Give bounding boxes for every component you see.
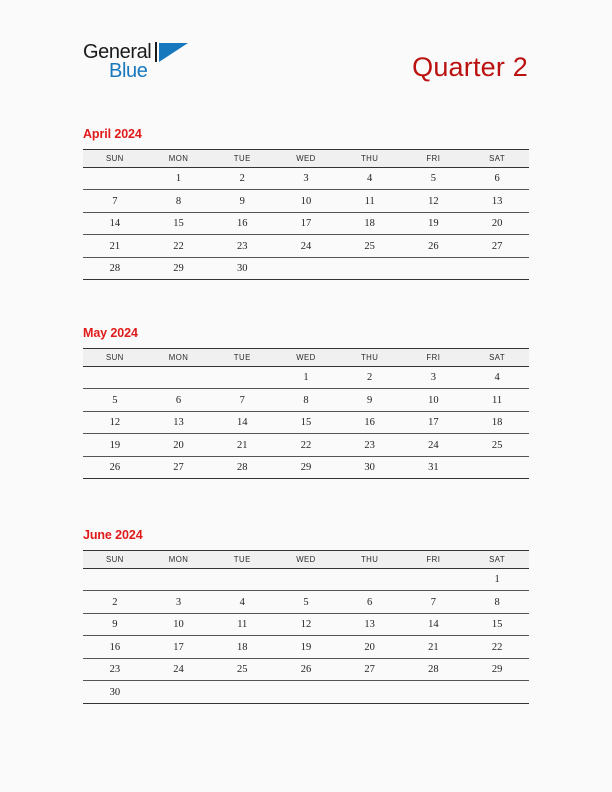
calendar-day-cell[interactable]: 6 bbox=[465, 167, 529, 190]
calendar-day-cell[interactable]: 9 bbox=[210, 190, 274, 213]
month-block-may bbox=[83, 327, 529, 479]
calendar-table bbox=[83, 348, 529, 480]
calendar-week-row bbox=[83, 389, 529, 412]
weekday-header-sat: SAT bbox=[465, 348, 529, 366]
calendar-week-row bbox=[83, 591, 529, 614]
calendar-day-cell[interactable]: 14 bbox=[210, 411, 274, 434]
weekday-header-tue: TUE bbox=[210, 348, 274, 366]
calendar-day-cell[interactable]: 29 bbox=[274, 456, 338, 479]
calendar-empty-cell bbox=[210, 366, 274, 389]
calendar-day-cell[interactable]: 8 bbox=[274, 389, 338, 412]
calendar-day-cell[interactable]: 25 bbox=[210, 658, 274, 681]
calendar-day-cell[interactable]: 18 bbox=[210, 636, 274, 659]
calendar-week-row bbox=[83, 411, 529, 434]
weekday-header-wed: WED bbox=[274, 149, 338, 167]
calendar-day-cell[interactable]: 5 bbox=[274, 591, 338, 614]
calendar-day-cell[interactable]: 10 bbox=[274, 190, 338, 213]
calendar-week-row bbox=[83, 366, 529, 389]
calendar-day-cell[interactable]: 26 bbox=[274, 658, 338, 681]
calendar-day-cell[interactable]: 1 bbox=[465, 568, 529, 591]
calendar-day-cell[interactable]: 1 bbox=[147, 167, 211, 190]
calendar-day-cell[interactable]: 5 bbox=[83, 389, 147, 412]
month-block-june bbox=[83, 529, 529, 704]
calendar-day-cell[interactable]: 4 bbox=[338, 167, 402, 190]
weekday-header-thu: THU bbox=[338, 550, 402, 568]
calendar-week-row bbox=[83, 568, 529, 591]
weekday-header-sun: SUN bbox=[83, 550, 147, 568]
calendar-day-cell[interactable]: 19 bbox=[83, 434, 147, 457]
calendar-day-cell[interactable]: 27 bbox=[465, 235, 529, 258]
weekday-header-mon: MON bbox=[147, 348, 211, 366]
calendar-day-cell[interactable]: 8 bbox=[465, 591, 529, 614]
calendar-day-cell[interactable]: 22 bbox=[147, 235, 211, 258]
calendar-day-cell[interactable]: 16 bbox=[210, 212, 274, 235]
calendar-day-cell[interactable]: 5 bbox=[402, 167, 466, 190]
calendar-empty-cell bbox=[465, 681, 529, 704]
weekday-header-sun: SUN bbox=[83, 149, 147, 167]
weekday-header-row bbox=[83, 348, 529, 366]
calendar-week-row bbox=[83, 257, 529, 280]
weekday-header-thu: THU bbox=[338, 348, 402, 366]
calendar-week-row bbox=[83, 456, 529, 479]
calendar-day-cell[interactable]: 16 bbox=[83, 636, 147, 659]
logo-text-blue: Blue bbox=[109, 60, 148, 82]
calendar-day-cell[interactable]: 22 bbox=[274, 434, 338, 457]
calendar-day-cell[interactable]: 25 bbox=[338, 235, 402, 258]
calendar-day-cell[interactable]: 11 bbox=[338, 190, 402, 213]
calendar-empty-cell bbox=[338, 568, 402, 591]
calendar-day-cell[interactable]: 12 bbox=[83, 411, 147, 434]
calendar-day-cell[interactable]: 30 bbox=[83, 681, 147, 704]
calendar-day-cell[interactable]: 30 bbox=[338, 456, 402, 479]
calendar-day-cell[interactable]: 15 bbox=[274, 411, 338, 434]
calendar-day-cell[interactable]: 20 bbox=[147, 434, 211, 457]
calendar-empty-cell bbox=[83, 366, 147, 389]
calendar-day-cell[interactable]: 29 bbox=[147, 257, 211, 280]
calendar-body bbox=[83, 366, 529, 479]
calendar-week-row bbox=[83, 681, 529, 704]
calendar-day-cell[interactable]: 10 bbox=[402, 389, 466, 412]
calendar-day-cell[interactable]: 24 bbox=[402, 434, 466, 457]
calendar-day-cell[interactable]: 10 bbox=[147, 613, 211, 636]
calendar-week-row bbox=[83, 613, 529, 636]
calendar-empty-cell bbox=[402, 568, 466, 591]
calendar-day-cell[interactable]: 17 bbox=[147, 636, 211, 659]
calendar-day-cell[interactable]: 6 bbox=[147, 389, 211, 412]
weekday-header-sat: SAT bbox=[465, 550, 529, 568]
calendar-empty-cell bbox=[274, 257, 338, 280]
calendar-day-cell[interactable]: 20 bbox=[465, 212, 529, 235]
calendar-day-cell[interactable]: 11 bbox=[465, 389, 529, 412]
calendar-day-cell[interactable]: 3 bbox=[402, 366, 466, 389]
calendar-day-cell[interactable]: 4 bbox=[210, 591, 274, 614]
calendar-empty-cell bbox=[402, 257, 466, 280]
calendar-empty-cell bbox=[274, 681, 338, 704]
calendar-day-cell[interactable]: 21 bbox=[83, 235, 147, 258]
calendar-empty-cell bbox=[210, 681, 274, 704]
month-title: April 2024 bbox=[83, 127, 142, 141]
calendar-week-row bbox=[83, 235, 529, 258]
calendar-week-row bbox=[83, 190, 529, 213]
calendar-day-cell[interactable]: 15 bbox=[147, 212, 211, 235]
calendar-day-cell[interactable]: 4 bbox=[465, 366, 529, 389]
calendar-day-cell[interactable]: 6 bbox=[338, 591, 402, 614]
calendar-day-cell[interactable]: 21 bbox=[402, 636, 466, 659]
weekday-header-mon: MON bbox=[147, 149, 211, 167]
weekday-header-wed: WED bbox=[274, 348, 338, 366]
calendar-day-cell[interactable]: 7 bbox=[402, 591, 466, 614]
calendar-day-cell[interactable]: 3 bbox=[274, 167, 338, 190]
calendar-day-cell[interactable]: 30 bbox=[210, 257, 274, 280]
calendar-day-cell[interactable]: 23 bbox=[83, 658, 147, 681]
calendar-day-cell[interactable]: 14 bbox=[402, 613, 466, 636]
calendar-week-row bbox=[83, 212, 529, 235]
calendar-day-cell[interactable]: 26 bbox=[83, 456, 147, 479]
calendar-day-cell[interactable]: 27 bbox=[147, 456, 211, 479]
calendar-day-cell[interactable]: 12 bbox=[274, 613, 338, 636]
calendar-day-cell[interactable]: 23 bbox=[210, 235, 274, 258]
calendar-day-cell[interactable]: 28 bbox=[83, 257, 147, 280]
calendar-day-cell[interactable]: 14 bbox=[83, 212, 147, 235]
calendar-day-cell[interactable]: 13 bbox=[338, 613, 402, 636]
calendar-body bbox=[83, 167, 529, 280]
weekday-header-thu: THU bbox=[338, 149, 402, 167]
calendar-empty-cell bbox=[402, 681, 466, 704]
logo-vertical-bar-icon bbox=[155, 42, 157, 62]
calendar-empty-cell bbox=[147, 568, 211, 591]
calendar-empty-cell bbox=[338, 681, 402, 704]
calendar-day-cell[interactable]: 2 bbox=[338, 366, 402, 389]
calendar-day-cell[interactable]: 15 bbox=[465, 613, 529, 636]
calendar-empty-cell bbox=[274, 568, 338, 591]
weekday-header-row bbox=[83, 149, 529, 167]
calendar-day-cell[interactable]: 3 bbox=[147, 591, 211, 614]
general-blue-logo bbox=[83, 38, 198, 90]
calendar-day-cell[interactable]: 18 bbox=[338, 212, 402, 235]
calendar-day-cell[interactable]: 23 bbox=[338, 434, 402, 457]
calendar-day-cell[interactable]: 7 bbox=[83, 190, 147, 213]
calendar-empty-cell bbox=[465, 257, 529, 280]
calendar-empty-cell bbox=[147, 681, 211, 704]
weekday-header-tue: TUE bbox=[210, 550, 274, 568]
calendar-day-cell[interactable]: 17 bbox=[402, 411, 466, 434]
weekday-header-row bbox=[83, 550, 529, 568]
weekday-header-sun: SUN bbox=[83, 348, 147, 366]
calendar-table bbox=[83, 550, 529, 704]
logo-text-general: General bbox=[83, 41, 152, 63]
calendar-empty-cell bbox=[83, 167, 147, 190]
page-header bbox=[83, 38, 528, 98]
logo-triangle-icon bbox=[159, 43, 188, 62]
calendar-empty-cell bbox=[83, 568, 147, 591]
weekday-header-wed: WED bbox=[274, 550, 338, 568]
calendar-day-cell[interactable]: 11 bbox=[210, 613, 274, 636]
calendar-day-cell[interactable]: 9 bbox=[338, 389, 402, 412]
calendar-week-row bbox=[83, 658, 529, 681]
calendar-day-cell[interactable]: 16 bbox=[338, 411, 402, 434]
calendar-day-cell[interactable]: 18 bbox=[465, 411, 529, 434]
weekday-header-sat: SAT bbox=[465, 149, 529, 167]
calendar-day-cell[interactable]: 29 bbox=[465, 658, 529, 681]
calendar-day-cell[interactable]: 31 bbox=[402, 456, 466, 479]
calendar-day-cell[interactable]: 12 bbox=[402, 190, 466, 213]
calendar-day-cell[interactable]: 7 bbox=[210, 389, 274, 412]
page-title: Quarter 2 bbox=[412, 52, 528, 82]
calendar-day-cell[interactable]: 19 bbox=[274, 636, 338, 659]
weekday-header-fri: FRI bbox=[402, 550, 466, 568]
calendar-day-cell[interactable]: 9 bbox=[83, 613, 147, 636]
calendar-empty-cell bbox=[210, 568, 274, 591]
calendar-empty-cell bbox=[465, 456, 529, 479]
calendar-day-cell[interactable]: 13 bbox=[465, 190, 529, 213]
weekday-header-fri: FRI bbox=[402, 348, 466, 366]
calendar-empty-cell bbox=[338, 257, 402, 280]
calendar-day-cell[interactable]: 26 bbox=[402, 235, 466, 258]
month-block-april bbox=[83, 128, 529, 280]
calendar-week-row bbox=[83, 167, 529, 190]
calendar-body bbox=[83, 568, 529, 703]
calendar-day-cell[interactable]: 1 bbox=[274, 366, 338, 389]
calendar-day-cell[interactable]: 8 bbox=[147, 190, 211, 213]
calendar-day-cell[interactable]: 2 bbox=[210, 167, 274, 190]
calendar-day-cell[interactable]: 13 bbox=[147, 411, 211, 434]
calendar-day-cell[interactable]: 25 bbox=[465, 434, 529, 457]
calendar-week-row bbox=[83, 434, 529, 457]
weekday-header-mon: MON bbox=[147, 550, 211, 568]
month-title: June 2024 bbox=[83, 528, 143, 542]
calendar-table bbox=[83, 149, 529, 281]
weekday-header-tue: TUE bbox=[210, 149, 274, 167]
calendar-day-cell[interactable]: 17 bbox=[274, 212, 338, 235]
calendar-day-cell[interactable]: 2 bbox=[83, 591, 147, 614]
calendar-day-cell[interactable]: 27 bbox=[338, 658, 402, 681]
weekday-header-fri: FRI bbox=[402, 149, 466, 167]
calendar-day-cell[interactable]: 28 bbox=[402, 658, 466, 681]
calendar-day-cell[interactable]: 28 bbox=[210, 456, 274, 479]
calendar-day-cell[interactable]: 21 bbox=[210, 434, 274, 457]
calendar-day-cell[interactable]: 24 bbox=[274, 235, 338, 258]
calendar-empty-cell bbox=[147, 366, 211, 389]
month-title: May 2024 bbox=[83, 326, 138, 340]
calendar-week-row bbox=[83, 636, 529, 659]
calendar-day-cell[interactable]: 20 bbox=[338, 636, 402, 659]
calendar-day-cell[interactable]: 19 bbox=[402, 212, 466, 235]
calendar-day-cell[interactable]: 22 bbox=[465, 636, 529, 659]
calendar-day-cell[interactable]: 24 bbox=[147, 658, 211, 681]
